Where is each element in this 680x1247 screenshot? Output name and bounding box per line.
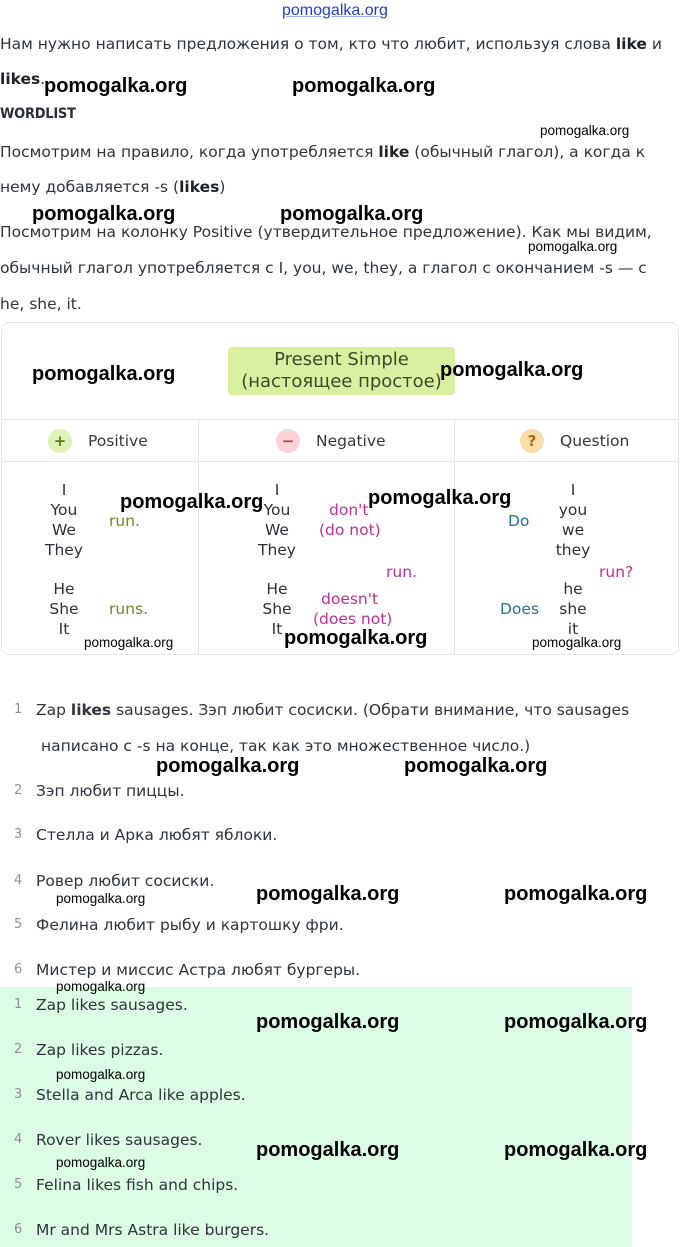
- answer-number: 3: [14, 1087, 23, 1102]
- item-text: написано с -s на конце, так как это множественное число.): [41, 737, 531, 755]
- watermark: pomogalka.org: [256, 1011, 400, 1033]
- pronoun: He: [266, 580, 288, 598]
- item-number: 4: [14, 873, 23, 888]
- answer-text: Mr and Mrs Astra like burgers.: [36, 1221, 270, 1239]
- verb-run-question: run?: [599, 563, 634, 581]
- answer-number: 6: [14, 1222, 23, 1237]
- watermark: pomogalka.org: [56, 979, 146, 994]
- table-title-line-1: Present Simple: [274, 349, 409, 370]
- watermark: pomogalka.org: [284, 627, 428, 649]
- verb-runs: runs.: [109, 600, 149, 618]
- pronoun: She: [262, 600, 292, 618]
- pronoun: They: [44, 541, 83, 559]
- watermark: pomogalka.org: [56, 891, 146, 906]
- positive-explain-3: he, she, it.: [0, 295, 82, 313]
- watermark: pomogalka.org: [84, 635, 174, 650]
- pronoun: he: [563, 580, 583, 598]
- watermark: pomogalka.org: [292, 75, 436, 97]
- watermark: pomogalka.org: [532, 635, 622, 650]
- pronoun: You: [50, 501, 78, 519]
- column-label: Negative: [316, 432, 386, 450]
- rule-text: нему добавляется -s (: [0, 178, 180, 196]
- wordlist-link[interactable]: WORDLIST: [0, 106, 76, 122]
- positive-explain-1: Посмотрим на колонку Positive (утвердительное предложение). Как мы видим,: [0, 223, 652, 241]
- aux-does-not: (does not): [313, 610, 393, 628]
- intro-line-1: [0, 35, 662, 54]
- intro-text: Нам нужно написать предложения о том, кто что любит, используя слова: [0, 35, 616, 53]
- item-number: 2: [14, 783, 23, 798]
- column-positive: [48, 420, 148, 462]
- answer-number: 4: [14, 1132, 23, 1147]
- verb-run: run.: [109, 512, 140, 530]
- item-number: 1: [14, 702, 23, 717]
- intro-text: и: [646, 35, 662, 53]
- item-text: Мистер и миссис Астра любят бургеры.: [36, 961, 361, 979]
- watermark: pomogalka.org: [32, 203, 176, 225]
- watermark: pomogalka.org: [504, 1139, 648, 1161]
- item-number: 5: [14, 917, 23, 932]
- question-icon: ?: [520, 429, 544, 453]
- pronoun: They: [257, 541, 296, 559]
- watermark: pomogalka.org: [156, 755, 300, 777]
- item-text: Ровер любит сосиски.: [36, 872, 215, 890]
- aux-does: Does: [500, 600, 540, 618]
- pronoun: She: [49, 600, 79, 618]
- item-text-part: Zap: [36, 701, 71, 719]
- column-label: Positive: [88, 432, 148, 450]
- answer-text: Zap likes pizzas.: [36, 1041, 164, 1059]
- rule-line-1: [0, 143, 645, 162]
- pronoun: they: [555, 541, 591, 559]
- answer-text: Stella and Arca like apples.: [36, 1086, 246, 1104]
- pronoun: It: [58, 620, 70, 638]
- aux-do-not: (do not): [319, 521, 381, 539]
- pronoun: you: [558, 501, 588, 519]
- column-question: [520, 420, 629, 462]
- table-column-headers: [2, 420, 678, 462]
- aux-dont: don't: [329, 501, 369, 519]
- rule-likes: likes: [179, 178, 220, 196]
- pronoun: It: [271, 620, 283, 638]
- column-divider: [454, 420, 455, 655]
- watermark: pomogalka.org: [256, 883, 400, 905]
- watermark: pomogalka.org: [32, 363, 176, 385]
- pronoun: You: [263, 501, 291, 519]
- column-divider: [198, 420, 199, 655]
- item-text: Зэп любит пиццы.: [36, 782, 185, 800]
- pronoun: We: [265, 521, 289, 539]
- aux-do: Do: [508, 512, 530, 530]
- rule-text: (обычный глагол), а когда к: [409, 143, 646, 161]
- intro-line-2: [0, 70, 45, 89]
- watermark: pomogalka.org: [44, 75, 188, 97]
- pronoun: it: [567, 620, 579, 638]
- rule-like: like: [378, 143, 410, 161]
- answer-text: Zap likes sausages.: [36, 996, 188, 1014]
- pronoun: we: [561, 521, 585, 539]
- column-label: Question: [560, 432, 630, 450]
- pronoun: I: [61, 481, 67, 499]
- watermark: pomogalka.org: [504, 883, 648, 905]
- rule-text: Посмотрим на правило, когда употребляется: [0, 143, 379, 161]
- answer-text: Felina likes fish and chips.: [36, 1176, 239, 1194]
- intro-dot: .: [40, 70, 46, 88]
- pronoun: We: [52, 521, 76, 539]
- watermark: pomogalka.org: [256, 1139, 400, 1161]
- watermark: pomogalka.org: [440, 359, 584, 381]
- intro-likes: likes: [0, 70, 41, 88]
- aux-doesnt: doesn't: [321, 590, 379, 608]
- rule-text: ): [219, 178, 226, 196]
- pronoun: she: [559, 600, 587, 618]
- item-text: [36, 701, 629, 719]
- watermark: pomogalka.org: [504, 1011, 648, 1033]
- watermark: pomogalka.org: [120, 491, 264, 513]
- item-text-part: sausages: [111, 701, 189, 719]
- pronoun: I: [570, 481, 576, 499]
- watermark: pomogalka.org: [280, 203, 424, 225]
- item-text: Фелина любит рыбу и картошку фри.: [36, 916, 344, 934]
- verb-run: run.: [386, 563, 417, 581]
- plus-icon: +: [48, 429, 72, 453]
- column-negative: [276, 420, 386, 462]
- watermark: pomogalka.org: [528, 239, 618, 254]
- watermark: pomogalka.org: [540, 123, 630, 138]
- answer-text: Rover likes sausages.: [36, 1131, 203, 1149]
- watermark: pomogalka.org: [404, 755, 548, 777]
- answer-number: 5: [14, 1177, 23, 1192]
- watermark: pomogalka.org: [368, 487, 512, 509]
- pronoun: He: [53, 580, 75, 598]
- rule-line-2: [0, 178, 225, 197]
- watermark-link[interactable]: pomogalka.org: [282, 2, 388, 19]
- watermark: pomogalka.org: [56, 1067, 146, 1082]
- item-number: 3: [14, 827, 23, 842]
- item-text-part: . Зэп любит сосиски. (Обрати внимание, что sausages: [188, 701, 630, 719]
- item-text-bold: likes: [70, 701, 112, 719]
- watermark: pomogalka.org: [56, 1155, 146, 1170]
- item-number: 6: [14, 962, 23, 977]
- pronoun: I: [274, 481, 280, 499]
- table-title-line-2: (настоящее простое): [241, 371, 442, 392]
- minus-icon: −: [276, 429, 300, 453]
- intro-like: like: [615, 35, 647, 53]
- answer-number: 2: [14, 1042, 23, 1057]
- answer-number: 1: [14, 997, 23, 1012]
- positive-explain-2: обычный глагол употребляется с I, you, we, they, а глагол с окончанием -s — с: [0, 259, 647, 277]
- item-text: Стелла и Арка любят яблоки.: [36, 826, 278, 844]
- table-title: [228, 347, 455, 395]
